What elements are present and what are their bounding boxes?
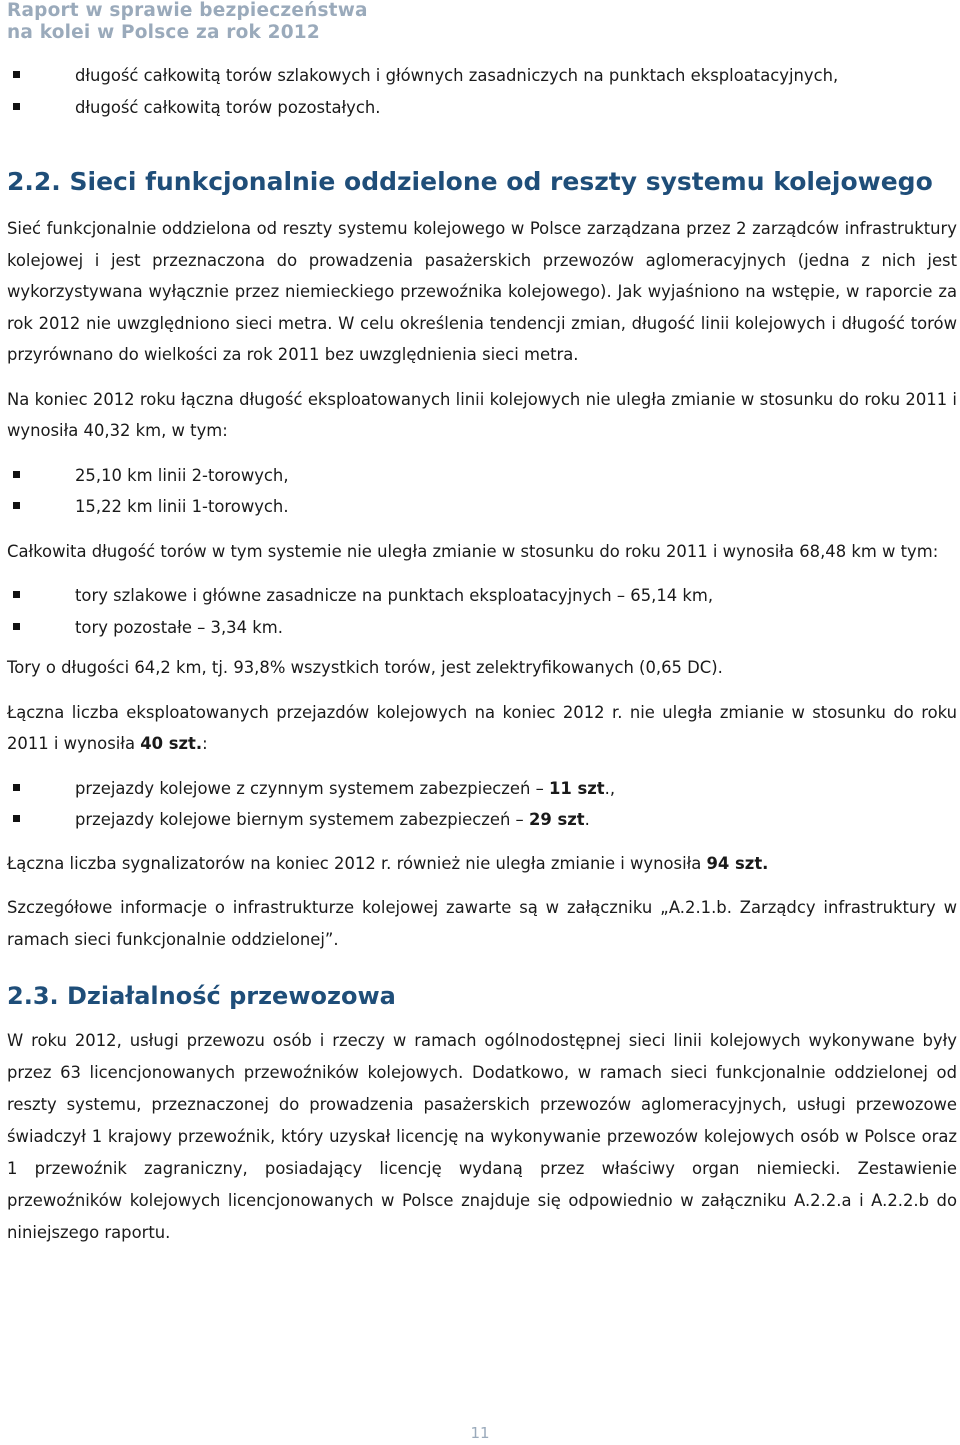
- list-item: tory pozostałe – 3,34 km.: [7, 612, 957, 644]
- paragraph: Szczegółowe informacje o infrastrukturze kolejowej zawarte są w załączniku „A.2.1.b. Zarządcy infrastruktury w ramach sieci funkcjonalnie oddzielonej”.: [7, 898, 957, 949]
- header-title-line1: Raport w sprawie bezpieczeństwa: [7, 0, 368, 21]
- list-item: długość całkowitą torów szlakowych i głównych zasadniczych na punktach eksploatacyjnych,: [7, 60, 957, 92]
- section-heading-2-2: 2.2. Sieci funkcjonalnie oddzielone od reszty systemu kolejowego: [7, 167, 933, 196]
- header-title-line2: na kolei w Polsce za rok 2012: [7, 22, 320, 43]
- paragraph: Sieć funkcjonalnie oddzielona od reszty systemu kolejowego w Polsce zarządzana przez 2 zarządców infrastruktury kolejowej i jest przeznaczona do prowadzenia pasażerskich przewozów aglomeracyjnych (jedna z nich jest wykorzystywana wyłącznie przez niemieckiego przewoźnika kolejowego). Jak wyjaśniono na wstępie, w raporcie za rok 2012 nie uwzględniono sieci metra. W celu określenia tendencji zmian, długość linii kolejowych i długość torów przyrównano do wielkości za rok 2011 bez uwzględnienia sieci metra.: [7, 219, 957, 364]
- intro-list: [7, 60, 957, 123]
- document-body: [7, 60, 957, 1249]
- paragraph: Łączna liczba eksploatowanych przejazdów kolejowych na koniec 2012 r. nie uległa zmianie w stosunku do roku 2011 i wynosiła 40 szt.:: [7, 702, 957, 753]
- paragraph: W roku 2012, usługi przewozu osób i rzeczy w ramach ogólnodostępnej sieci linii kolejowych wykonywane były przez 63 licencjonowanych przewoźników kolejowych. Dodatkowo, w ramach sieci funkcjonalnie oddzielonej od reszty systemu, przeznaczonej do prowadzenia pasażerskich przewozów aglomeracyjnych, usługi przewozowe świadczył 1 krajowy przewoźnik, który uzyskał licencję na wykonywanie przewozów kolejowych osób w Polsce oraz 1 przewoźnik zagraniczny, posiadający licencję wydaną przez właściwy organ niemiecki. Zestawienie przewoźników kolejowych licencjonowanych w Polsce znajduje się odpowiednio w załączniku A.2.2.a i A.2.2.b do niniejszego raportu.: [7, 1031, 957, 1242]
- list-item: długość całkowitą torów pozostałych.: [7, 92, 957, 124]
- section-heading-2-3: 2.3. Działalność przewozowa: [7, 982, 396, 1010]
- tracks-list: [7, 580, 957, 643]
- lines-list: [7, 460, 957, 523]
- square-bullet-icon: [13, 591, 20, 598]
- page-number: 11: [470, 1424, 490, 1442]
- paragraph: Tory o długości 64,2 km, tj. 93,8% wszystkich torów, jest zelektryfikowanych (0,65 DC).: [7, 658, 723, 677]
- list-item: przejazdy kolejowe biernym systemem zabezpieczeń – 29 szt.: [7, 804, 957, 836]
- square-bullet-icon: [13, 71, 20, 78]
- paragraph: Na koniec 2012 roku łączna długość eksploatowanych linii kolejowych nie uległa zmianie w stosunku do roku 2011 i wynosiła 40,32 km, w tym:: [7, 389, 957, 440]
- list-item: tory szlakowe i główne zasadnicze na punktach eksploatacyjnych – 65,14 km,: [7, 580, 957, 612]
- square-bullet-icon: [13, 623, 20, 630]
- square-bullet-icon: [13, 815, 20, 822]
- list-item: 25,10 km linii 2-torowych,: [7, 460, 957, 492]
- square-bullet-icon: [13, 502, 20, 509]
- list-item: przejazdy kolejowe z czynnym systemem zabezpieczeń – 11 szt.,: [7, 773, 957, 805]
- square-bullet-icon: [13, 471, 20, 478]
- page-header: [7, 0, 368, 44]
- list-item: 15,22 km linii 1-torowych.: [7, 491, 957, 523]
- square-bullet-icon: [13, 103, 20, 110]
- paragraph: Całkowita długość torów w tym systemie nie uległa zmianie w stosunku do roku 2011 i wynosiła 68,48 km w tym:: [7, 541, 939, 561]
- crossings-list: [7, 773, 957, 836]
- square-bullet-icon: [13, 784, 20, 791]
- paragraph: Łączna liczba sygnalizatorów na koniec 2012 r. również nie uległa zmianie i wynosiła 94 szt.: [7, 853, 769, 873]
